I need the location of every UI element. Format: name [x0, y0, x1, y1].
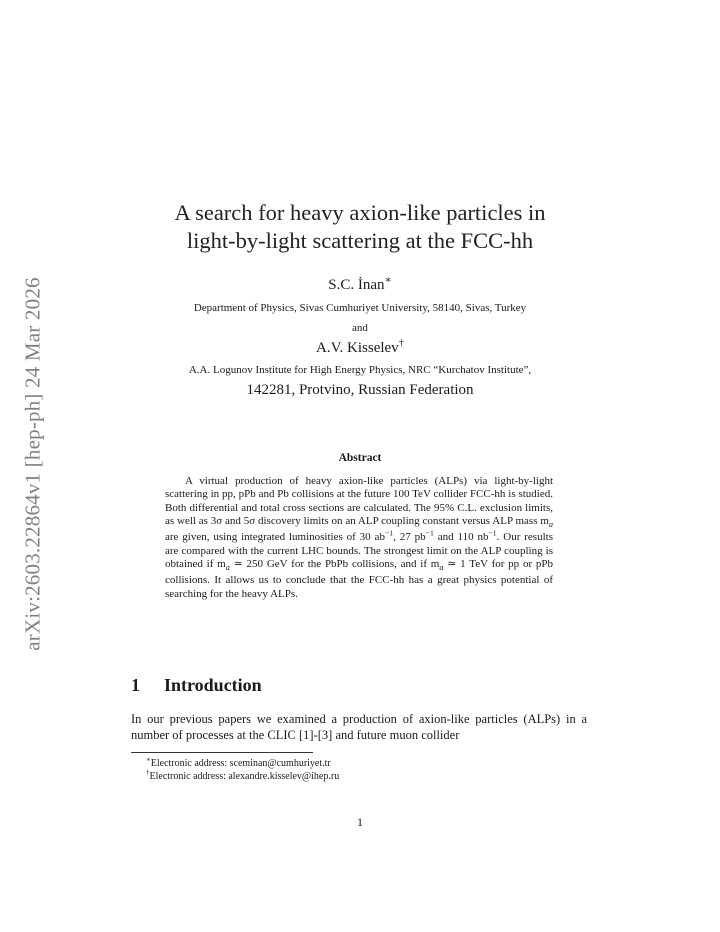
author-1: [0, 276, 720, 294]
abstract-body: [165, 475, 553, 601]
subscript-a: a: [225, 563, 230, 573]
paper-title: [0, 199, 720, 255]
footnotes: [146, 757, 339, 783]
footnote-1: [146, 757, 339, 770]
author-2-name: A.V. Kisselev: [316, 340, 399, 356]
footnote-text: Electronic address: sceminan@cumhuriyet.tr: [150, 758, 331, 769]
title-line-2: light-by-light scattering at the FCC-hh: [186, 228, 534, 253]
abstract-text: ≃ 1 TeV for pp or pPb collisions. It allows us to conclude that the FCC-hh has a great physics potential of searching for the heavy ALPs.: [165, 557, 553, 600]
exponent: −1: [488, 528, 497, 538]
abstract-heading: Abstract: [338, 452, 382, 464]
author-2: [0, 339, 720, 357]
footnote-rule: [131, 752, 313, 753]
section-title: Introduction: [164, 675, 262, 695]
abstract-text: . Our results are compared with the current LHC bounds. The strongest limit on the ALP coupling is obtained if m: [165, 531, 553, 570]
section-heading: [131, 675, 262, 696]
exponent: −1: [384, 528, 394, 538]
author-2-footnote-mark: †: [398, 338, 404, 349]
arxiv-identifier-stamp: arXiv:2603.22864v1 [hep-ph] 24 Mar 2026: [20, 277, 45, 651]
author-1-footnote-mark: ∗: [384, 275, 392, 286]
abstract-text: and 110 nb: [433, 531, 489, 544]
page-number: 1: [357, 815, 363, 829]
title-line-1: A search for heavy axion-like particles in: [174, 200, 546, 225]
author-2-affiliation-line-1: A.A. Logunov Institute for High Energy Physics, NRC “Kurchatov Institute”,: [188, 364, 532, 376]
subscript-a: a: [439, 563, 444, 573]
author-1-name: S.C. İnan: [328, 277, 385, 293]
introduction-paragraph: In our previous papers we examined a production of axion-like particles (ALPs) in a number of processes at the CLIC [1]-[3] and future muon collider: [131, 712, 587, 742]
abstract-text: are given, using integrated luminosities of 30 ab: [165, 531, 385, 544]
author-1-affiliation: Department of Physics, Sivas Cumhuriyet University, 58140, Sivas, Turkey: [193, 302, 527, 314]
exponent: −1: [425, 528, 434, 538]
footnote-mark: †: [146, 768, 150, 777]
footnote-mark: ∗: [146, 755, 151, 764]
abstract-text: , 27 pb: [393, 531, 426, 544]
subscript-a: a: [548, 520, 553, 530]
abstract-text: A virtual production of heavy axion-like particles (ALPs) via light-by-light scattering in pp, pPb and Pb collisions at the future 100 TeV collider FCC-hh is studied. Both differential and total cross sections are calculated. The 95% C.L. exclusion limits, as well as 3σ and 5σ discovery limits on an ALP coupling constant versus ALP mass m: [165, 475, 553, 527]
abstract-text: ≃ 250 GeV for the PbPb collisions, and if m: [229, 557, 440, 570]
section-number: 1: [131, 675, 140, 695]
footnote-text: Electronic address: alexandre.kisselev@ihep.ru: [149, 771, 340, 782]
author-2-affiliation-line-2: 142281, Protvino, Russian Federation: [246, 382, 474, 398]
footnote-2: [146, 770, 339, 783]
and-separator: and: [352, 322, 368, 334]
